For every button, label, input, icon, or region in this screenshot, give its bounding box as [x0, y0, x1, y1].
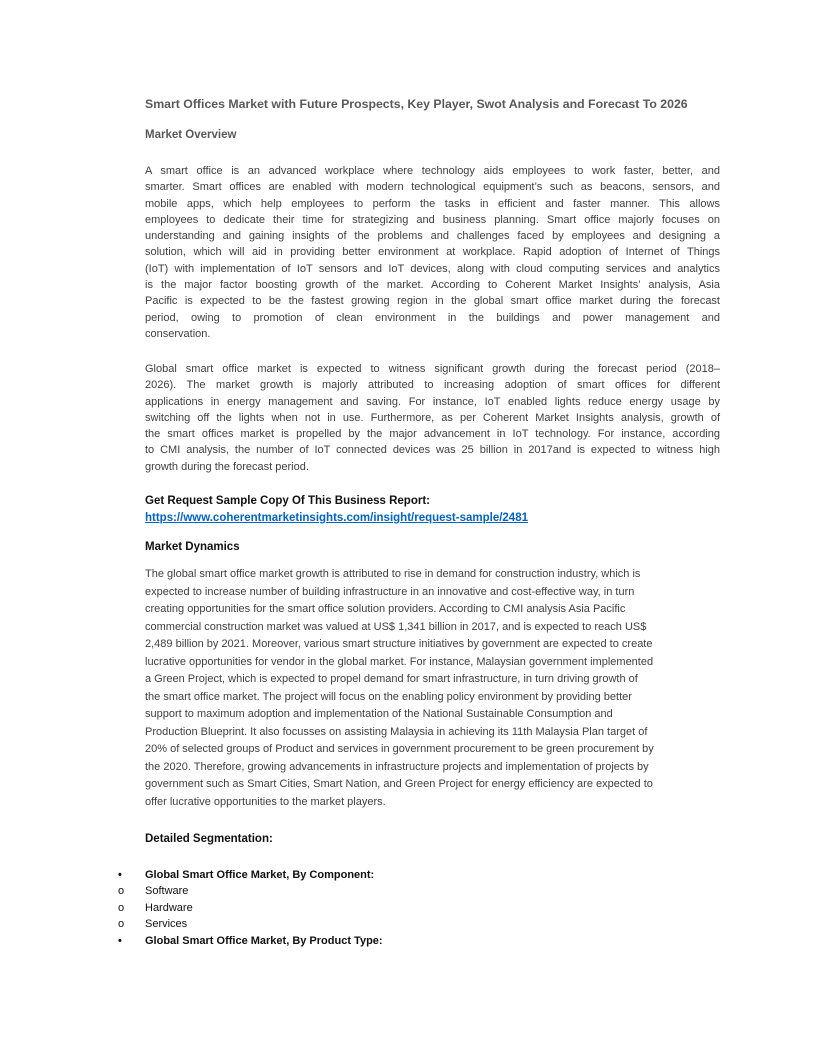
paragraph-line: 2026). The market growth is majorly attributed to increasing adoption of smart offices for different	[145, 379, 720, 392]
paragraph-line: 2,489 billion by 2021. Moreover, various smart structure initiatives by government are expected to create	[145, 638, 653, 650]
paragraph-line: mobile apps, which help employees to perform the tasks in efficient and faster manner. This allows	[145, 197, 720, 210]
bullet-icon: •	[118, 869, 122, 881]
overview-paragraph	[145, 163, 720, 342]
paragraph-line: applications in energy management and saving. For instance, IoT enabled lights reduce energy usage by	[145, 395, 720, 408]
paragraph-line: is the major factor boosting growth of the market. According to Coherent Market Insights’ analysis, Asia	[145, 279, 720, 292]
paragraph-line: government such as Smart Cities, Smart Nation, and Green Project for energy efficiency are expected to	[145, 778, 653, 790]
paragraph-line: The global smart office market growth is attributed to rise in demand for construction industry, which is	[145, 568, 641, 580]
paragraph-line: (IoT) with implementation of IoT sensors and IoT devices, along with cloud computing services and analytics	[145, 262, 720, 275]
paragraph-line: employees to dedicate their time for strategizing and business planning. Smart office majorly focuses on	[145, 213, 720, 226]
overview-heading: Market Overview	[145, 129, 237, 141]
paragraph-line: period, owing to promotion of clean environment in the buildings and power management and	[145, 311, 720, 324]
paragraph-line: expected to increase number of building infrastructure in an innovative and cost-effective way, in turn	[145, 585, 635, 598]
segmentation-heading: Detailed Segmentation:	[145, 833, 273, 845]
paragraph-line: the 2020. Therefore, growing advancements in infrastructure projects and implementation of projects by	[145, 760, 649, 773]
document-title: Smart Offices Market with Future Prospects, Key Player, Swot Analysis and Forecast To 2026	[145, 97, 688, 111]
sample-heading: Get Request Sample Copy Of This Business Report:	[145, 495, 430, 507]
paragraph-line: smarter. Smart offices are enabled with modern technological equipment’s such as beacons, sensors, and	[145, 181, 720, 194]
bullet-icon: •	[118, 934, 122, 947]
paragraph-line: a Green Project, which is expected to propel demand for smart infrastructure, in turn driving growth of	[145, 673, 638, 685]
list-item-text: Services	[145, 918, 188, 931]
paragraph-line: the smart office market. The project will focus on the enabling policy environment by providing better	[145, 690, 632, 703]
list-item	[118, 867, 374, 883]
paragraph-line: creating opportunities for the smart office solution providers. According to CMI analysis Asia Pacific	[145, 603, 626, 615]
paragraph-line: A smart office is an advanced workplace where technology aids employees to work faster, better, and	[145, 165, 720, 177]
list-item-text: Software	[145, 885, 189, 898]
paragraph-line: the smart offices market is propelled by the major advancement in IoT technology. For instance, according	[145, 428, 720, 441]
paragraph-line: Global smart office market is expected to witness significant growth during the forecast period (2018–	[145, 363, 720, 375]
dynamics-paragraph	[145, 566, 720, 811]
paragraph-line: understanding and gaining insights of the problems and challenges faced by employees and designing a	[145, 230, 720, 243]
list-item-text: Hardware	[145, 901, 193, 914]
list-item	[118, 933, 383, 949]
paragraph-line: solution, which will aid in providing better environment at workplace. Rapid adoption of Internet of Things	[145, 246, 720, 259]
list-item-text: Global Smart Office Market, By Product Type:	[145, 934, 383, 947]
sub-bullet-icon: o	[118, 918, 125, 931]
sub-bullet-icon: o	[118, 901, 125, 914]
paragraph-line: Production Blueprint. It also focusses on assisting Malaysia in achieving its 11th Malaysia Plan target of	[145, 725, 648, 738]
paragraph-line: switching off the lights when not in use. Furthermore, as per Coherent Market Insights analysis, growth of	[145, 411, 720, 424]
paragraph-line: commercial construction market was valued at US$ 1,341 billion in 2017, and is expected to reach US$	[145, 620, 647, 633]
paragraph-line: conservation.	[145, 327, 211, 340]
paragraph-line: Pacific is expected to be the fastest growing region in the global smart office market during the forecast	[145, 295, 720, 308]
list-item	[118, 900, 193, 916]
paragraph-line: to CMI analysis, the number of IoT connected devices was 25 billion in 2017and is expected to witness high	[145, 444, 720, 457]
paragraph-line: support to maximum adoption and implementation of the National Sustainable Consumption and	[145, 708, 613, 720]
sub-bullet-icon: o	[118, 885, 125, 898]
sample-request-link[interactable]: https://www.coherentmarketinsights.com/insight/request-sample/2481	[145, 512, 528, 524]
paragraph-line: 20% of selected groups of Product and services in government procurement to be green procurement by	[145, 743, 654, 755]
paragraph-line: offer lucrative opportunities to the market players.	[145, 795, 386, 808]
growth-paragraph	[145, 361, 720, 475]
dynamics-heading: Market Dynamics	[145, 541, 240, 553]
paragraph-line: lucrative opportunities for vendor in the global market. For instance, Malaysian government implemented	[145, 655, 654, 668]
list-item	[118, 916, 187, 932]
paragraph-line: growth during the forecast period.	[145, 460, 309, 473]
list-item	[118, 883, 188, 899]
list-item-text: Global Smart Office Market, By Component:	[145, 869, 375, 881]
